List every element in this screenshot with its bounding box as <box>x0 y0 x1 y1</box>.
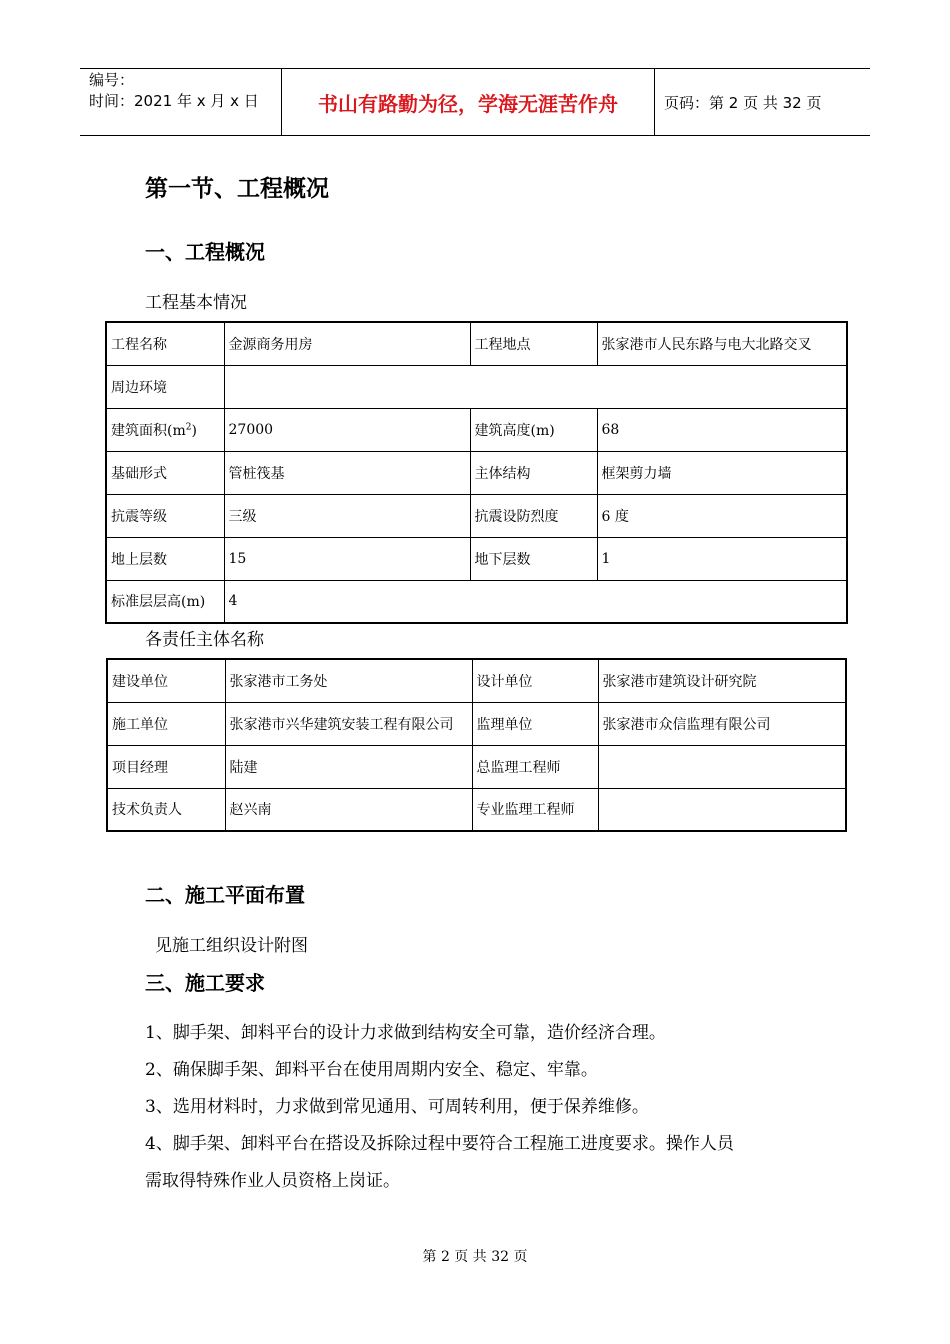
cell-label: 抗震等级 <box>106 494 224 537</box>
requirement-item: 2、确保脚手架、卸料平台在使用周期内安全、稳定、牢靠。 <box>145 1060 598 1080</box>
cell-value: 三级 <box>224 494 470 537</box>
header-divider-left <box>281 68 282 136</box>
cell-label: 周边环境 <box>106 365 224 408</box>
header-divider-right <box>654 68 655 136</box>
cell-label: 专业监理工程师 <box>472 788 598 831</box>
basic-info-table <box>105 321 848 624</box>
table-row <box>107 702 846 745</box>
parties-table <box>106 658 847 832</box>
parties-caption: 各责任主体名称 <box>145 630 264 650</box>
cell-value: 6 度 <box>597 494 847 537</box>
cell-value: 管桩筏基 <box>224 451 470 494</box>
table-row <box>106 322 847 365</box>
cell-value: 张家港市人民东路与电大北路交叉 <box>597 322 847 365</box>
cell-value: 68 <box>597 408 847 451</box>
header-code: 编号： <box>89 71 135 89</box>
header-date: 时间：2021 年 x 月 x 日 <box>89 92 259 110</box>
cell-label: 监理单位 <box>472 702 598 745</box>
cell-label: 基础形式 <box>106 451 224 494</box>
requirement-item-continued: 需取得特殊作业人员资格上岗证。 <box>145 1171 400 1191</box>
part2-heading: 二、施工平面布置 <box>145 883 305 907</box>
table-row <box>106 451 847 494</box>
cell-label: 设计单位 <box>472 659 598 702</box>
part3-heading: 三、施工要求 <box>145 971 265 995</box>
cell-label: 建筑面积$(m^2)$ <box>106 408 224 451</box>
header-page-number: 页码：第 2 页 共 32 页 <box>664 94 822 112</box>
page-footer: 第 2 页 共 32 页 <box>422 1249 528 1265</box>
part2-text: 见施工组织设计附图 <box>155 936 308 956</box>
table-row <box>107 659 846 702</box>
table-row <box>107 745 846 788</box>
cell-label: 项目经理 <box>107 745 225 788</box>
cell-value: 1 <box>597 537 847 580</box>
cell-label: 地上层数 <box>106 537 224 580</box>
cell-value: 15 <box>224 537 470 580</box>
cell-label: 标准层层高(m) <box>106 580 224 623</box>
cell-label: 总监理工程师 <box>472 745 598 788</box>
cell-label: 建筑高度(m) <box>470 408 597 451</box>
cell-value: 张家港市兴华建筑安装工程有限公司 <box>225 702 472 745</box>
cell-value: 27000 <box>224 408 470 451</box>
header-motto: 书山有路勤为径，学海无涯苦作舟 <box>318 91 618 116</box>
table-row <box>106 537 847 580</box>
header-info <box>89 70 259 112</box>
cell-label: 抗震设防烈度 <box>470 494 597 537</box>
cell-value: 张家港市建筑设计研究院 <box>598 659 846 702</box>
cell-label: 施工单位 <box>107 702 225 745</box>
cell-label: 技术负责人 <box>107 788 225 831</box>
cell-value <box>598 788 846 831</box>
cell-label: 工程名称 <box>106 322 224 365</box>
cell-label: 主体结构 <box>470 451 597 494</box>
table-row <box>106 580 847 623</box>
section-title: 第一节、工程概况 <box>145 176 329 202</box>
table-row <box>106 494 847 537</box>
cell-value: 张家港市众信监理有限公司 <box>598 702 846 745</box>
cell-label: 建设单位 <box>107 659 225 702</box>
cell-value: 4 <box>224 580 847 623</box>
table-row <box>106 408 847 451</box>
requirement-item: 3、选用材料时，力求做到常见通用、可周转利用，便于保养维修。 <box>145 1097 649 1117</box>
cell-value: 陆建 <box>225 745 472 788</box>
table-row <box>107 788 846 831</box>
cell-value: 赵兴南 <box>225 788 472 831</box>
cell-value: 张家港市工务处 <box>225 659 472 702</box>
basic-info-caption: 工程基本情况 <box>145 293 247 313</box>
part1-heading: 一、工程概况 <box>145 240 265 264</box>
requirement-item: 1、脚手架、卸料平台的设计力求做到结构安全可靠，造价经济合理。 <box>145 1023 666 1043</box>
cell-value: 框架剪力墙 <box>597 451 847 494</box>
table-row <box>106 365 847 408</box>
cell-label: 地下层数 <box>470 537 597 580</box>
requirement-item: 4、脚手架、卸料平台在搭设及拆除过程中要符合工程施工进度要求。操作人员 <box>145 1134 734 1154</box>
cell-label: 工程地点 <box>470 322 597 365</box>
cell-value <box>598 745 846 788</box>
cell-value <box>224 365 847 408</box>
cell-value: 金源商务用房 <box>224 322 470 365</box>
